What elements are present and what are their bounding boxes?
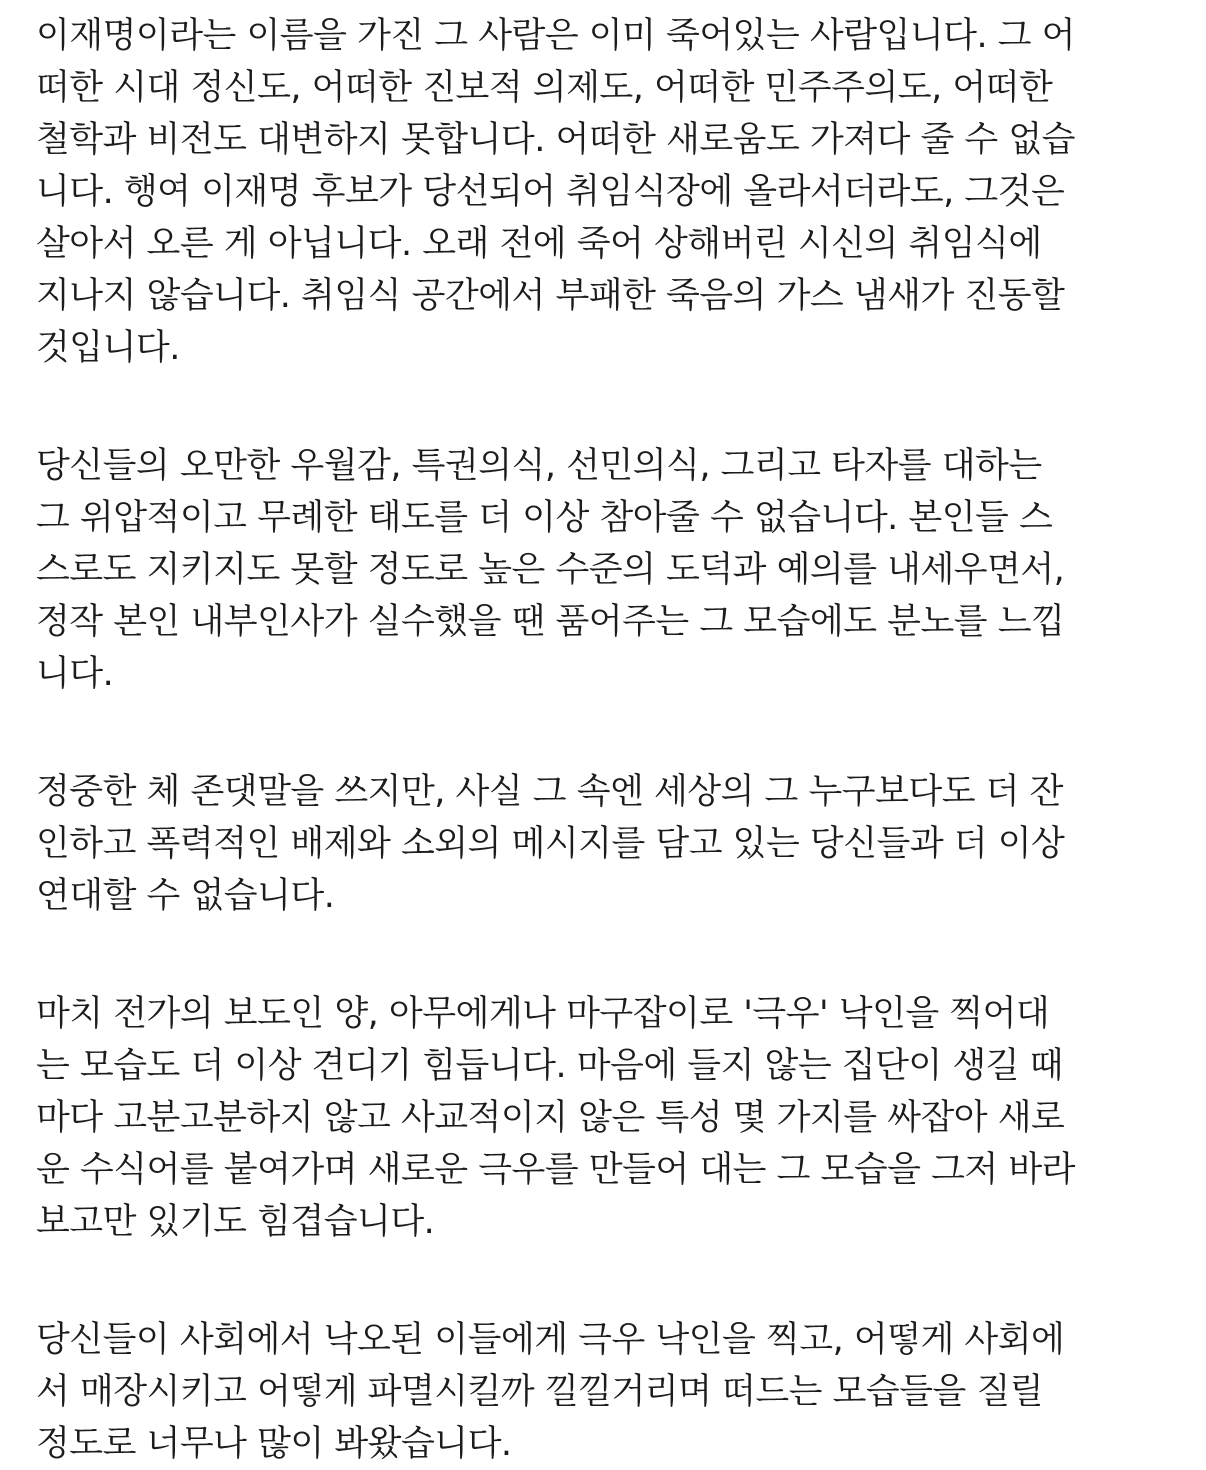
text-line: 연대할 수 없습니다. [36, 876, 335, 916]
text-line: 니다. 행여 이재명 후보가 당선되어 취임식장에 올라서더라도, 그것은 [36, 172, 1065, 212]
text-line: 당신들이 사회에서 낙오된 이들에게 극우 낙인을 찍고, 어떻게 사회에 [36, 1320, 1065, 1360]
text-line: 인하고 폭력적인 배제와 소외의 메시지를 담고 있는 당신들과 더 이상 [36, 824, 1065, 864]
text-line: 것입니다. [36, 328, 180, 368]
text-line: 마다 고분고분하지 않고 사교적이지 않은 특성 몇 가지를 싸잡아 새로 [36, 1098, 1065, 1138]
text-line: 이재명이라는 이름을 가진 그 사람은 이미 죽어있는 사람입니다. 그 어 [36, 16, 1075, 56]
text-line: 마치 전가의 보도인 양, 아무에게나 마구잡이로 '극우' 낙인을 찍어대 [36, 994, 1050, 1034]
text-line: 는 모습도 더 이상 견디기 힘듭니다. 마음에 들지 않는 집단이 생길 때 [36, 1046, 1063, 1086]
paragraph-1 [36, 10, 1186, 374]
text-line: 철학과 비전도 대변하지 못합니다. 어떠한 새로움도 가져다 줄 수 없습 [36, 120, 1075, 160]
text-line: 그 위압적이고 무례한 태도를 더 이상 참아줄 수 없습니다. 본인들 스 [36, 498, 1053, 538]
text-line: 떠한 시대 정신도, 어떠한 진보적 의제도, 어떠한 민주주의도, 어떠한 [36, 68, 1053, 108]
text-line: 정중한 체 존댓말을 쓰지만, 사실 그 속엔 세상의 그 누구보다도 더 잔 [36, 772, 1063, 812]
text-line: 살아서 오른 게 아닙니다. 오래 전에 죽어 상해버린 시신의 취임식에 [36, 224, 1042, 264]
paragraph-3 [36, 766, 1186, 922]
text-line: 운 수식어를 붙여가며 새로운 극우를 만들어 대는 그 모습을 그저 바라 [36, 1150, 1075, 1190]
text-line: 서 매장시키고 어떻게 파멸시킬까 낄낄거리며 떠드는 모습들을 질릴 [36, 1372, 1044, 1412]
text-line: 보고만 있기도 힘겹습니다. [36, 1202, 435, 1242]
paragraph-4 [36, 988, 1186, 1248]
paragraph-5 [36, 1314, 1186, 1470]
paragraph-2 [36, 440, 1186, 700]
text-line: 지나지 않습니다. 취임식 공간에서 부패한 죽음의 가스 냄새가 진동할 [36, 276, 1065, 316]
text-line: 정작 본인 내부인사가 실수했을 땐 품어주는 그 모습에도 분노를 느낍 [36, 602, 1065, 642]
text-line: 스로도 지키지도 못할 정도로 높은 수준의 도덕과 예의를 내세우면서, [36, 550, 1065, 590]
text-line: 당신들의 오만한 우월감, 특권의식, 선민의식, 그리고 타자를 대하는 [36, 446, 1042, 486]
text-line: 정도로 너무나 많이 봐왔습니다. [36, 1424, 512, 1464]
text-line: 니다. [36, 654, 114, 694]
